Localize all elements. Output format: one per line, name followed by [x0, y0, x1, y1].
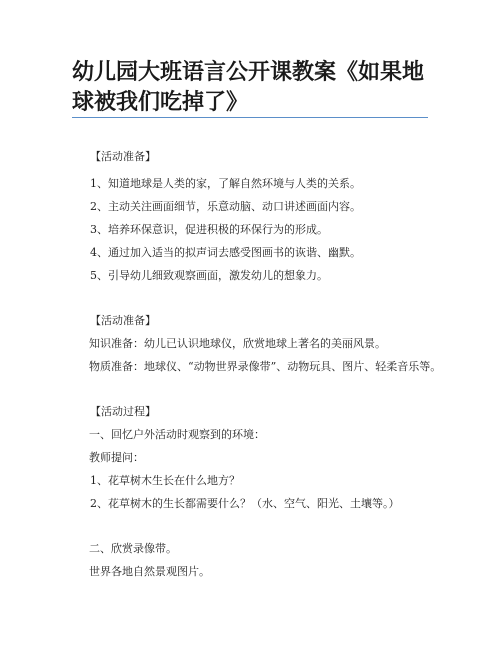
- paragraph: 知识准备：幼儿已认识地球仪，欣赏地球上著名的美丽风景。: [89, 337, 386, 350]
- title-line-2: 球被我们吃掉了》: [72, 90, 249, 115]
- section-heading-preparation: 【活动准备】: [90, 150, 156, 163]
- section-heading-process: 【活动过程】: [90, 405, 156, 418]
- paragraph: 物质准备：地球仪、“动物世界录像带”、动物玩具、图片、轻柔音乐等。: [89, 360, 442, 373]
- paragraph: 世界各地自然景观图片。: [89, 565, 210, 578]
- title-divider: [72, 117, 428, 118]
- list-item: 2、花草树木的生长都需要什么？（水、空气、阳光、土壤等。）: [90, 497, 400, 510]
- document-title: [72, 58, 432, 118]
- title-line-1: 幼儿园大班语言公开课教案《如果地: [72, 60, 425, 85]
- paragraph: 二、欣赏录像带。: [89, 542, 177, 555]
- paragraph: 教师提问：: [89, 451, 144, 464]
- paragraph: 一、回忆户外活动时观察到的环境：: [89, 428, 265, 441]
- list-item: 5、引导幼儿细致观察画面，激发幼儿的想象力。: [90, 269, 328, 282]
- list-item: 4、通过加入适当的拟声词去感受图画书的诙谐、幽默。: [90, 246, 361, 259]
- list-item: 1、知道地球是人类的家，了解自然环境与人类的关系。: [90, 177, 361, 190]
- section-heading-preparation-2: 【活动准备】: [90, 314, 156, 327]
- list-item: 1、花草树木生长在什么地方？: [90, 474, 240, 487]
- list-item: 3、培养环保意识，促进积极的环保行为的形成。: [90, 223, 328, 236]
- list-item: 2、主动关注画面细节，乐意动脑、动口讲述画面内容。: [90, 200, 361, 213]
